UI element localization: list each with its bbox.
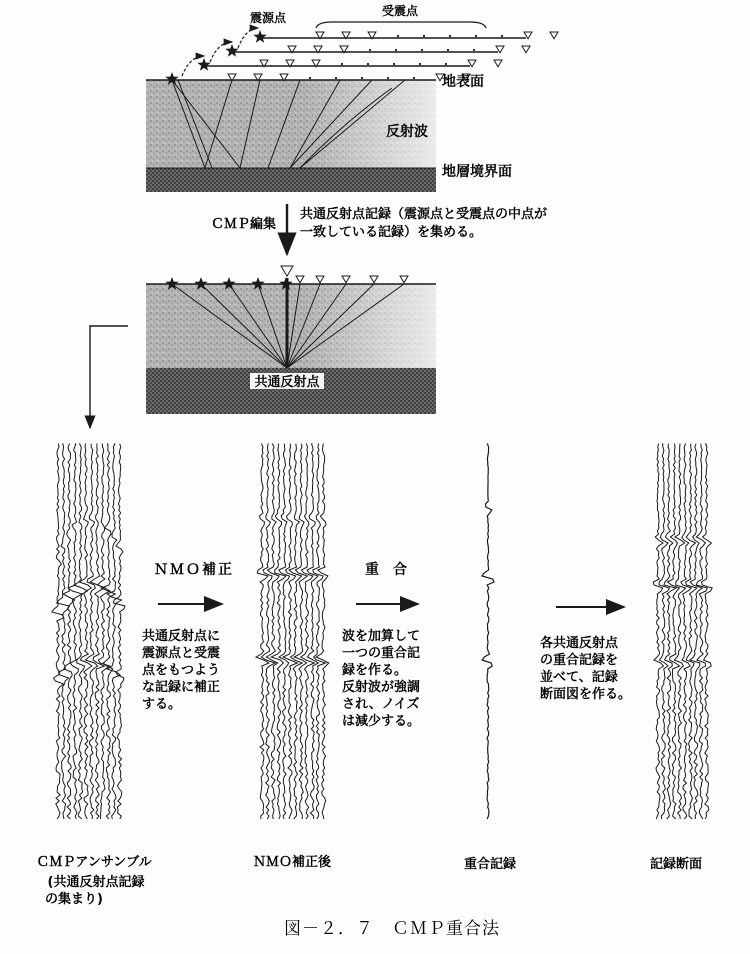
cmp-desc-line: 一致している記録）を集める。 bbox=[300, 225, 483, 240]
ensemble-arrow bbox=[90, 326, 128, 428]
source-star-icon bbox=[197, 58, 210, 71]
panel-label: 記録断面 bbox=[649, 857, 703, 872]
seismic-trace bbox=[271, 444, 286, 819]
panel-label: 重合記録 bbox=[463, 857, 517, 872]
seismic-trace bbox=[279, 444, 290, 819]
receiver-dot bbox=[421, 49, 423, 51]
panel-labels bbox=[36, 854, 702, 907]
receiver-dot bbox=[341, 63, 343, 65]
step-line: 震源点と受震 bbox=[142, 646, 221, 661]
receiver-dot bbox=[445, 63, 447, 65]
receiver-dot bbox=[309, 77, 311, 79]
top-section bbox=[146, 3, 558, 192]
panel-label: の集まり) bbox=[45, 892, 103, 907]
step-line: の重合記録を bbox=[540, 653, 619, 668]
receiver-label: 受震点 bbox=[381, 4, 419, 18]
panel-label: (共通反射点記録 bbox=[47, 875, 145, 890]
receiver-dot bbox=[473, 49, 475, 51]
receiver-triangle-icon bbox=[316, 276, 324, 283]
receiver-dot bbox=[423, 35, 425, 37]
surface-label: 地表面 bbox=[442, 74, 484, 90]
receiver-dot bbox=[367, 63, 369, 65]
receiver-dot bbox=[393, 63, 395, 65]
boundary-label: 地層境界面 bbox=[442, 164, 512, 180]
step-line: 録を作る。 bbox=[342, 663, 408, 678]
step-line: 並べて、記録 bbox=[540, 670, 618, 685]
figure-caption: 図－２．７ ＣＭＰ重合法 bbox=[284, 919, 500, 939]
receiver-dot bbox=[501, 35, 503, 37]
step-line: 共通反射点に bbox=[142, 629, 221, 644]
receiver-dot bbox=[397, 35, 399, 37]
receiver-triangle-icon bbox=[522, 46, 530, 53]
step-line: 断面図を作る。 bbox=[540, 687, 632, 702]
shift-arrow bbox=[182, 56, 204, 76]
receiver-triangle-icon bbox=[370, 276, 378, 283]
step-heading: ＮＭＯ補正 bbox=[154, 562, 234, 578]
cmp-edit-label: ＣＭＰ編集 bbox=[210, 217, 276, 232]
receiver-dot bbox=[413, 77, 415, 79]
middle-section bbox=[90, 266, 436, 428]
receiver-triangle-icon bbox=[550, 32, 558, 39]
shift-arrow bbox=[238, 28, 258, 48]
receiver-triangle-icon bbox=[296, 276, 304, 283]
step-stack bbox=[341, 561, 420, 729]
step-line: 一つの重合記 bbox=[342, 646, 421, 661]
receiver-bracket bbox=[316, 22, 486, 28]
reflected-wave-label: 反射波 bbox=[386, 124, 428, 140]
cmp-edit-step bbox=[211, 204, 547, 254]
receiver-dot bbox=[369, 49, 371, 51]
step-line: 各共通反射点 bbox=[540, 636, 619, 651]
step-line: する。 bbox=[142, 697, 182, 712]
step-line: 波を加算して bbox=[342, 629, 421, 644]
step-heading: 重 合 bbox=[365, 562, 407, 578]
common-point-label: 共通反射点 bbox=[254, 375, 320, 390]
receiver-dot bbox=[475, 35, 477, 37]
shift-arrow bbox=[210, 42, 232, 62]
step-line: 反射波が強調 bbox=[342, 680, 421, 695]
receiver-dot bbox=[395, 49, 397, 51]
receiver-triangle-icon bbox=[494, 60, 502, 67]
receiver-dot bbox=[447, 49, 449, 51]
boundary-layer bbox=[146, 168, 436, 192]
step-line: され、ノイズ bbox=[342, 697, 420, 712]
trace-panel bbox=[653, 444, 712, 819]
receiver-triangle-icon bbox=[400, 276, 408, 283]
receiver-triangle-icon bbox=[281, 266, 293, 276]
receiver-dot bbox=[419, 63, 421, 65]
panel-label: ＮＭＯ補正後 bbox=[252, 855, 332, 870]
step-nmo bbox=[142, 562, 234, 712]
step-line: は減少する。 bbox=[342, 714, 421, 729]
receiver-dot bbox=[387, 77, 389, 79]
receiver-dot bbox=[361, 77, 363, 79]
step-section bbox=[540, 607, 631, 702]
panel-label: ＣＭＰアンサンブル bbox=[36, 855, 152, 870]
trace-panel bbox=[52, 444, 125, 819]
seismic-trace bbox=[85, 444, 97, 819]
step-line: な記録に補正 bbox=[142, 680, 221, 695]
source-star-icon bbox=[253, 30, 266, 43]
receiver-triangle-icon bbox=[342, 276, 350, 283]
step-line: 点をもつよう bbox=[142, 663, 221, 678]
receiver-dot bbox=[335, 77, 337, 79]
seismic-trace bbox=[482, 444, 494, 819]
trace-panel bbox=[256, 444, 329, 819]
receiver-dot bbox=[449, 35, 451, 37]
source-label: 震源点 bbox=[249, 11, 287, 25]
cmp-desc-line: 共通反射点記録（震源点と受震点の中点が bbox=[300, 207, 548, 222]
seismic-trace bbox=[702, 444, 713, 819]
source-star-icon bbox=[225, 44, 238, 57]
trace-panel bbox=[482, 444, 494, 819]
